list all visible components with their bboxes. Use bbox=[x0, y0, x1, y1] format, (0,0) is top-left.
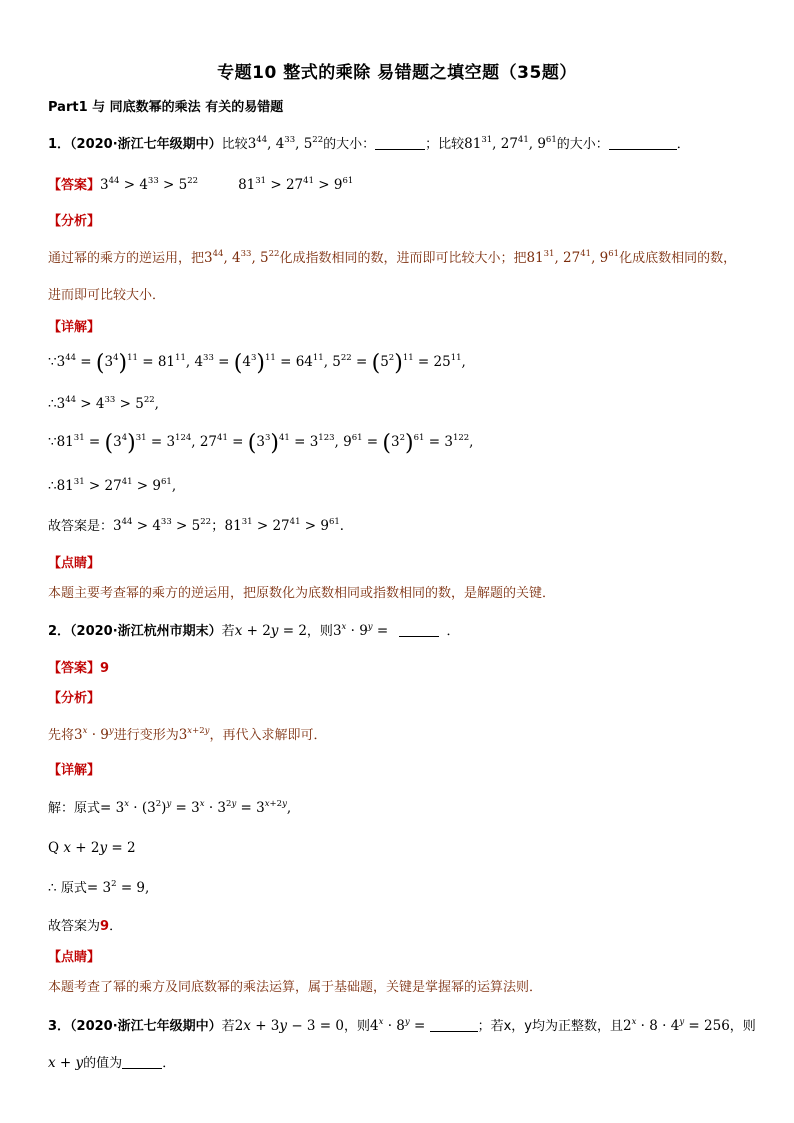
question-1: 1．（2020·浙江七年级期中）比较$3^{44}$, $4^{33}$, $5^{22}$的大小： ；比较$81^{31}$, $27^{41}$, $9^{61}$的大小： ． bbox=[48, 135, 690, 152]
q2-answer: 【答案】9 bbox=[48, 661, 110, 676]
answer-blank[interactable] bbox=[122, 1056, 162, 1069]
q1-final-answer: 故答案是：$3^{44} > 4^{33} > 5^{22}$；$81^{31} > 27^{41} > 9^{61}$． bbox=[48, 517, 354, 534]
q2-comment-text: 本题考查了幂的乘方及同底数幂的乘法运算，属于基础题，关键是掌握幂的运算法则． bbox=[48, 980, 543, 995]
q1-analysis-tag: 【分析】 bbox=[48, 214, 101, 229]
q2-detail-step-1: 解：原式= $3^x \cdot (3^2)^y = 3^x \cdot 3^{2y} = 3^{x+2y}$, bbox=[48, 799, 292, 816]
q1-detail-step-1: $\because 3^{44} = (3^4)^{11} = 81^{11}$, $4^{33} = (4^3)^{11} = 64^{11}$, $5^{22} = (5^2)^{11} = 25^{11}$, bbox=[48, 351, 466, 376]
page-title: 专题10 整式的乘除 易错题之填空题（35题） bbox=[217, 63, 577, 83]
q1-analysis-text-2: 进而即可比较大小． bbox=[48, 288, 166, 303]
q1-comment-text: 本题主要考查幂的乘方的逆运用，把原数化为底数相同或指数相同的数，是解题的关键． bbox=[48, 586, 556, 601]
answer-blank[interactable] bbox=[430, 1019, 478, 1032]
q1-answer: 【答案】$3^{44} > 4^{33} > 5^{22}$ $81^{31} > 27^{41} > 9^{61}$ bbox=[48, 176, 354, 193]
q1-comment-tag: 【点睛】 bbox=[48, 556, 101, 571]
part-heading: Part1 与 同底数幂的乘法 有关的易错题 bbox=[48, 100, 284, 115]
q2-analysis-tag: 【分析】 bbox=[48, 691, 101, 706]
q2-analysis-text: 先将$3^x \cdot 9^y$进行变形为$3^{x+2y}$，再代入求解即可． bbox=[48, 726, 327, 743]
question-3: 3．（2020·浙江七年级期中）若2x + 3y − 3 = 0，则$4^x \cdot 8^y$ = ；若x，y均为正整数，且$2^x \cdot 8 \cdot 4^y = 256$，则 bbox=[48, 1017, 756, 1034]
q1-detail-tag: 【详解】 bbox=[48, 320, 101, 335]
q2-detail-step-2: Q x + 2y = 2 bbox=[48, 840, 136, 856]
q1-detail-step-3: $\because 81^{31} = (3^4)^{31} = 3^{124}$, $27^{41} = (3^3)^{41} = 3^{123}$, $9^{61} = (3^2)^{61} = 3^{122}$, bbox=[48, 431, 474, 456]
question-3-cont: x + y的值为 ． bbox=[48, 1055, 176, 1071]
q2-detail-tag: 【详解】 bbox=[48, 763, 101, 778]
answer-blank[interactable] bbox=[375, 137, 425, 150]
answer-blank[interactable] bbox=[399, 624, 439, 637]
q2-detail-step-3: ∴ 原式= $3^2 = 9$, bbox=[48, 879, 150, 896]
q1-detail-step-4: $\therefore 81^{31} > 27^{41} > 9^{61}$, bbox=[48, 477, 177, 494]
q1-analysis-text: 通过幂的乘方的逆运用，把$3^{44}$, $4^{33}$, $5^{22}$化成指数相同的数，进而即可比较大小；把$81^{31}$, $27^{41}$, $9^{61}$化成底数相同的数， bbox=[48, 249, 737, 266]
q2-final-answer: 故答案为9． bbox=[48, 919, 123, 934]
q2-comment-tag: 【点睛】 bbox=[48, 950, 101, 965]
answer-blank[interactable] bbox=[609, 137, 677, 150]
q1-detail-step-2: $\therefore 3^{44} > 4^{33} > 5^{22}$, bbox=[48, 395, 159, 412]
question-2: 2．（2020·浙江杭州市期末）若x + 2y = 2，则$3^x \cdot 9^y$ = ． bbox=[48, 622, 460, 639]
